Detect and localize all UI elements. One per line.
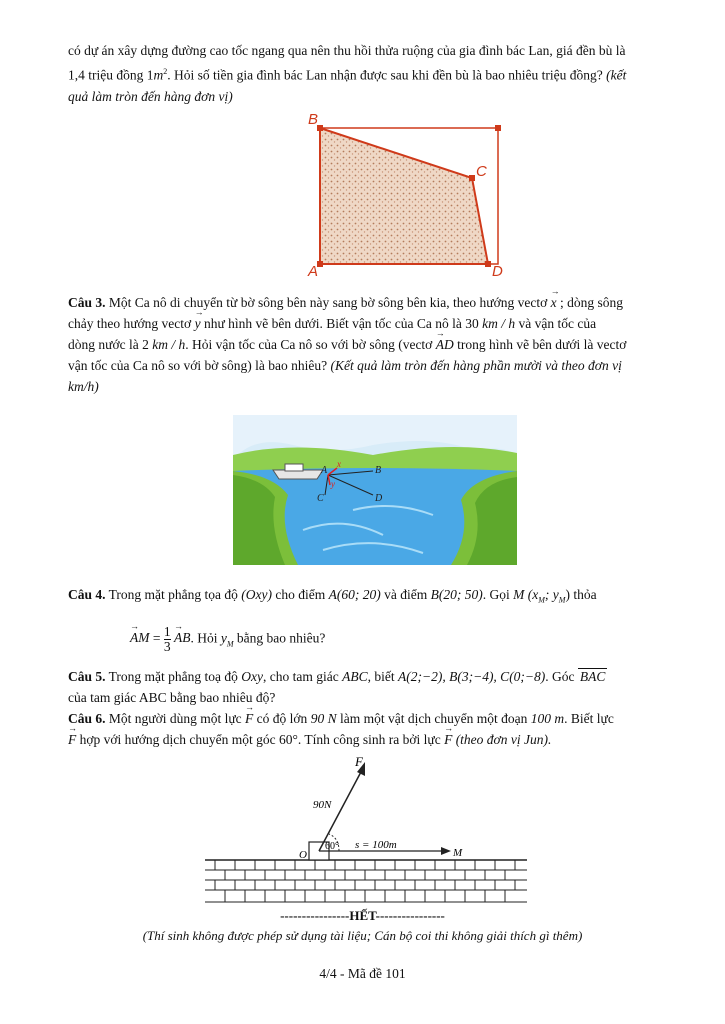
- q3-line-3: dòng nước là 2 km / h. Hỏi vận tốc của Ca nô so với bờ sông (vectơ → AD trong hình vẽ bên dưới là vectơ: [68, 334, 680, 355]
- q3-line-2: chảy theo hướng vectơ → y như hình vẽ bên dưới. Biết vận tốc của Ca nô là 30 km / h và vận tốc của: [68, 313, 680, 334]
- intro-paragraph: [68, 40, 680, 107]
- river-figure: [233, 415, 517, 565]
- q6-line-1: Câu 6. Một người dùng một lực → F có độ lớn 90 N làm một vật dịch chuyển một đoạn 100 m. Biết lực: [68, 708, 680, 729]
- q5-line-1: Câu 5. Trong mặt phẳng toạ độ Oxy, cho tam giác ABC, biết A(2;−2), B(3;−4), C(0;−8). Góc BAC: [68, 669, 606, 684]
- intro-line-2: 1,4 triệu đồng $1m^2$. Hỏi số tiền gia đình bác Lan nhận được sau khi đền bù là bao nhiêu triệu đồng? (kết: [68, 67, 627, 83]
- force-label-s: s = 100m: [355, 839, 397, 851]
- force-label-90n: 90N: [313, 799, 332, 811]
- q3-line-5: km/h): [68, 379, 99, 394]
- question-4: [68, 584, 680, 654]
- field-figure: [300, 108, 520, 280]
- field-label-a: A: [308, 263, 319, 280]
- question-5: [68, 666, 680, 708]
- river-label-d: D: [375, 493, 383, 504]
- field-label-b: B: [308, 111, 319, 128]
- brick-ground: [205, 860, 527, 902]
- end-marker: ----------------HẾT----------------: [280, 908, 445, 923]
- force-label-angle: 60°: [325, 841, 339, 852]
- question-6: [68, 708, 680, 750]
- river-label-a: A: [321, 465, 328, 476]
- q5-line-2: của tam giác ABC bằng bao nhiêu độ?: [68, 690, 276, 705]
- field-polygon: [320, 128, 488, 264]
- q4-fraction: $\frac{1}{3}$: [163, 623, 171, 654]
- force-figure: [205, 752, 527, 904]
- q4-line-1: Câu 4. Trong mặt phẳng tọa độ (Oxy) cho điểm A(60; 20) và điểm B(20; 50). Gọi M ($x_M$; $y_M$) thỏa: [68, 587, 597, 605]
- q6-line-2: → F hợp với hướng dịch chuyển một góc 60°. Tính công sinh ra bởi lực → F (theo đơn vị Jun).: [68, 729, 680, 750]
- page-number: 4/4 - Mã đề 101: [319, 966, 406, 981]
- river-label-y: y: [331, 479, 335, 489]
- force-label-f: F: [355, 754, 363, 769]
- force-label-o: O: [299, 849, 307, 861]
- field-label-c: C: [476, 163, 487, 180]
- q3-line-4: vận tốc của Ca nô so với bờ sông) là bao nhiêu? (Kết quả làm tròn đến hàng phần mười và theo đơn vị: [68, 358, 622, 373]
- exam-note: (Thí sinh không được phép sử dụng tài liệu; Cán bộ coi thi không giải thích gì thêm): [142, 928, 583, 943]
- river-label-b: B: [375, 465, 382, 476]
- force-label-m: M: [453, 847, 463, 859]
- intro-line-3: quả làm tròn đến hàng đơn vị): [68, 88, 233, 104]
- question-3: [68, 292, 680, 397]
- field-label-d: D: [492, 263, 503, 280]
- intro-line-1: có dự án xây dựng đường cao tốc ngang qua nên thu hồi thửa ruộng của gia đình bác Lan, giá đền bù là: [68, 43, 626, 58]
- q3-line-1: Câu 3. Một Ca nô di chuyển từ bờ sông bên này sang bờ sông bên kia, theo hướng vectơ → x ; dòng sông: [68, 292, 680, 313]
- river-label-c: C: [317, 493, 324, 504]
- river-label-x: x: [337, 459, 341, 469]
- q4-line-2: → AM = $\frac{1}{3}$ → AB. Hỏi $y_M$ bằng bao nhiêu?: [68, 625, 680, 654]
